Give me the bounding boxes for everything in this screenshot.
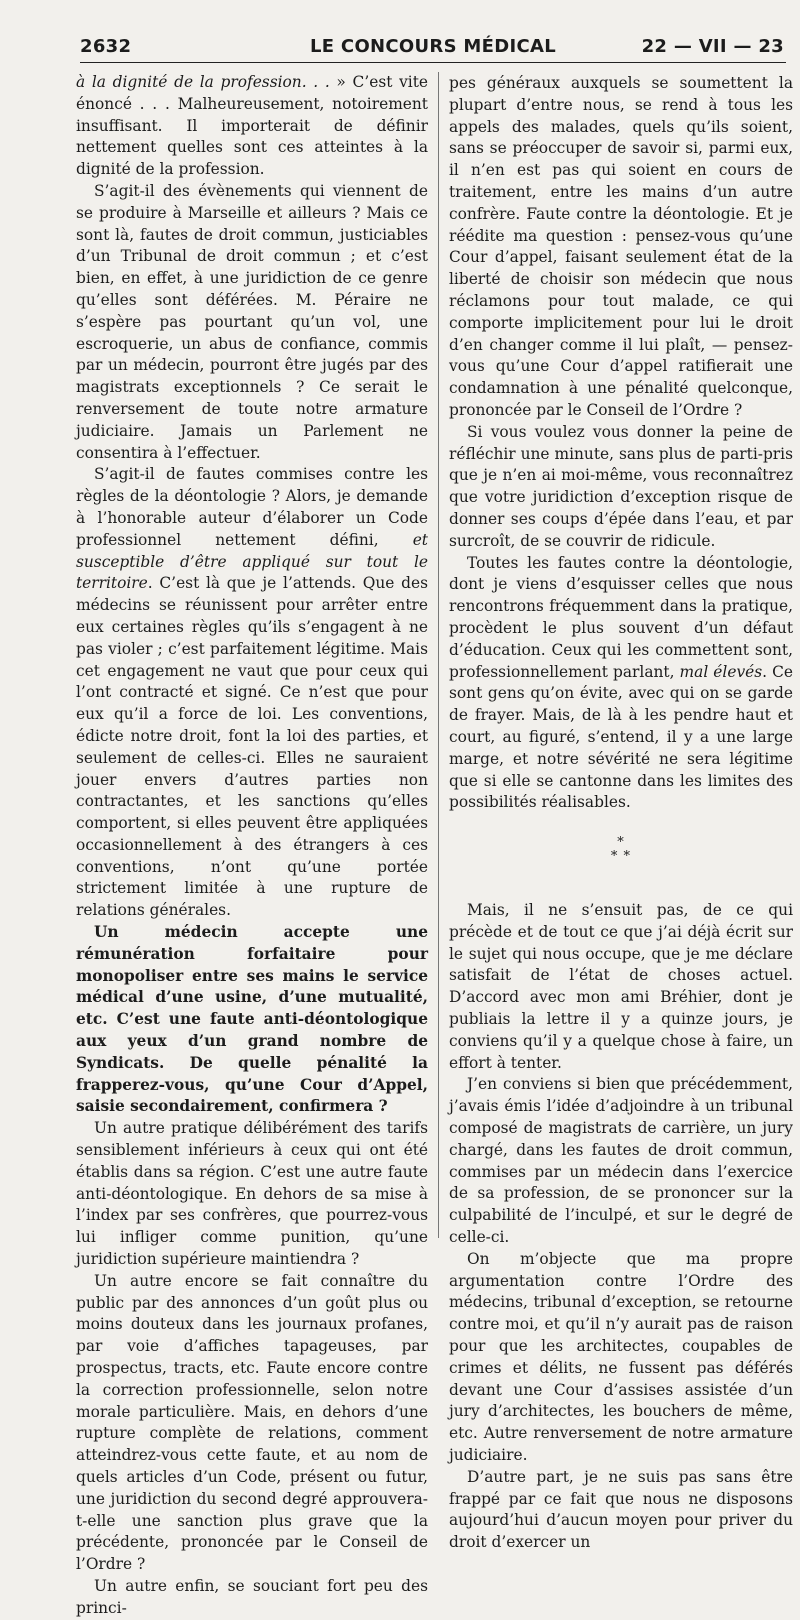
paragraph: Un autre pratique délibérément des tarifs sensiblement inférieurs à ceux qui ont été établis dans sa région. C’est une autre faute anti-déontologique. En dehors de sa mise à l’index par ses confrères, que pourrez-vous lui infliger comme punition, qu’une juridiction supérieure maintiendra ? — [76, 1119, 428, 1269]
paragraph: à la dignité de la profession. . . » C’est vite énoncé . . . Malheureusement, notoirement insuffisant. Il importerait de définir nettement quelles sont ces atteintes à la dignité de la profession. — [76, 73, 428, 179]
paragraph: Un autre encore se fait connaître du public par des annonces d’un goût plus ou moins douteux dans les journaux profanes, par voie d’affiches tapageuses, par prospectus, tracts, etc. Faute encore contre la correction professionnelle, selon notre morale particulière. Mais, en dehors d’une rupture complète de relations, comment atteindrez-vous cette faute, et au nom de quels articles d’un Code, présent ou futur, une juridiction du second degré approuvera-t-elle une sanction plus grave que la précédente, prononcée par le Conseil de l’Ordre ? — [76, 1271, 428, 1574]
issue-date: 22 — VII — 23 — [641, 36, 784, 57]
left-column — [76, 72, 428, 1620]
paragraph: Toutes les fautes contre la déontologie, dont je viens d’esquisser celles que nous rencontrons fréquemment dans la pratique, procèdent le plus souvent d’un défaut d’éducation. Ceux qui les commettent sont, professionnellement parlant, mal élevés. Ce sont gens qu’on évite, avec qui on se garde de frayer. Mais, de là à les pendre haut et court, au figuré, s’entend, il y a une large marge, et notre sévérité ne sera légitime que si elle se cantonne dans les limites des possibilités réalisables. — [449, 553, 793, 812]
journal-title: LE CONCOURS MÉDICAL — [310, 36, 556, 57]
page-header — [80, 36, 786, 63]
paragraph: Un médecin accepte une rémunération forfaitaire pour monopoliser entre ses mains le service médical d’une usine, d’une mutualité, etc. C’est une faute anti-déontologique aux yeux d’un grand nombre de Syndicats. De quelle pénalité la frapperez-vous, qu’une Cour d’Appel, saisie secondairement, confirmera ? — [76, 923, 428, 1116]
paragraph: D’autre part, je ne suis pas sans être frappé par ce fait que nous ne disposons aujourd’hui d’aucun moyen pour priver du droit d’exercer un — [449, 1467, 793, 1552]
paragraph: S’agit-il de fautes commises contre les règles de la déontologie ? Alors, je demande à l’honorable auteur d’élaborer un Code professionnel nettement défini, et susceptible d’être appliqué sur tout le territoire. C’est là que je l’attends. Que des médecins se réunissent pour arrêter entre eux certaines règles qu’ils s’engagent à ne pas violer ; c’est parfaitement légitime. Mais cet engagement ne vaut que pour ceux qui l’ont contracté et signé. Ce n’est que pour eux qu’il a force de loi. Les conventions, édicte notre droit, font la loi des parties, et seulement de celles-ci. Elles ne sauraient jouer envers d’autres parties non contractantes, et les sanctions qu’elles comportent, si elles peuvent être appliquées occasionnellement à des étrangers à ces conventions, n’ont qu’une portée strictement limitée à une rupture de relations générales. — [76, 465, 428, 920]
italic-text: à la dignité de la profession. . . — [76, 73, 330, 91]
right-column — [449, 73, 793, 1554]
italic-text: mal élevés — [679, 662, 763, 681]
italic-text: et susceptible d’être appliqué sur tout le territoire — [76, 530, 428, 593]
paragraph: Un autre enfin, se souciant fort peu des princi- — [76, 1576, 428, 1617]
paragraph: J’en conviens si bien que précédemment, j’avais émis l’idée d’adjoindre à un tribunal composé de magistrats de carrière, un jury chargé, dans les fautes de droit commun, commises par un médecin dans l’exercice de sa profession, de se prononcer sur la culpabilité de l’inculpé, et sur le degré de celle-ci. — [449, 1075, 793, 1247]
paragraph: Si vous voulez vous donner la peine de réfléchir une minute, sans plus de parti-pris que je n’en ai moi-même, vous reconnaîtrez que votre juridiction d’exception risque de donner ses coups d’épée dans l’eau, et par surcroît, de se couvrir de ridicule. — [449, 422, 793, 550]
column-divider — [438, 72, 439, 1238]
paragraph: pes généraux auxquels se soumettent la plupart d’entre nous, se rend à tous les appels des malades, quels qu’ils soient, sans se préoccuper de savoir si, parmi eux, il n’en est pas qui soient en cours de traitement, entre les mains d’un autre confrère. Faute contre la déontologie. Et je réédite ma question : pensez-vous qu’une Cour d’appel, faisant seulement état de la liberté de choisir son médecin que nous réclamons pour tout malade, ce qui comporte implicitement pour lui le droit d’en changer comme il lui plaît, — pensez-vous qu’une Cour d’appel ratifierait une condamnation à une pénalité quelconque, prononcée par le Conseil de l’Ordre ? — [449, 74, 793, 419]
page-number: 2632 — [80, 36, 132, 57]
paragraph: Mais, il ne s’ensuit pas, de ce qui précède et de tout ce que j’ai déjà écrit sur le sujet qui nous occupe, que je me déclare satisfait de l’état de choses actuel. D’accord avec mon ami Bréhier, dont je publiais la lettre il y a quinze jours, je conviens qu’il y a quelque chose à faire, un effort à tenter. — [449, 901, 793, 1072]
section-separator: * * * — [610, 835, 632, 865]
paragraph: On m’objecte que ma propre argumentation contre l’Ordre des médecins, tribunal d’exception, se retourne contre moi, et qu’il n’y aurait pas de raison pour que les architectes, coupables de crimes et délits, ne fussent pas déférés devant une Cour d’assises assistée d’un jury d’architectes, les bouchers de même, etc. Autre renversement de notre armature judiciaire. — [449, 1249, 793, 1465]
paragraph: S’agit-il des évènements qui viennent de se produire à Marseille et ailleurs ? Mais ce sont là, fautes de droit commun, justiciables d’un Tribunal de droit commun ; et c’est bien, en effet, à une juridiction de ce genre qu’elles sont déférées. M. Péraire ne s’espère pas pourtant qu’un vol, une escroquerie, un abus de confiance, commis par un médecin, pourront être jugés par des magistrats exceptionnels ? Ce serait le renversement de toute notre armature judiciaire. Jamais un Parlement ne consentira à l’effectuer. — [76, 181, 428, 462]
